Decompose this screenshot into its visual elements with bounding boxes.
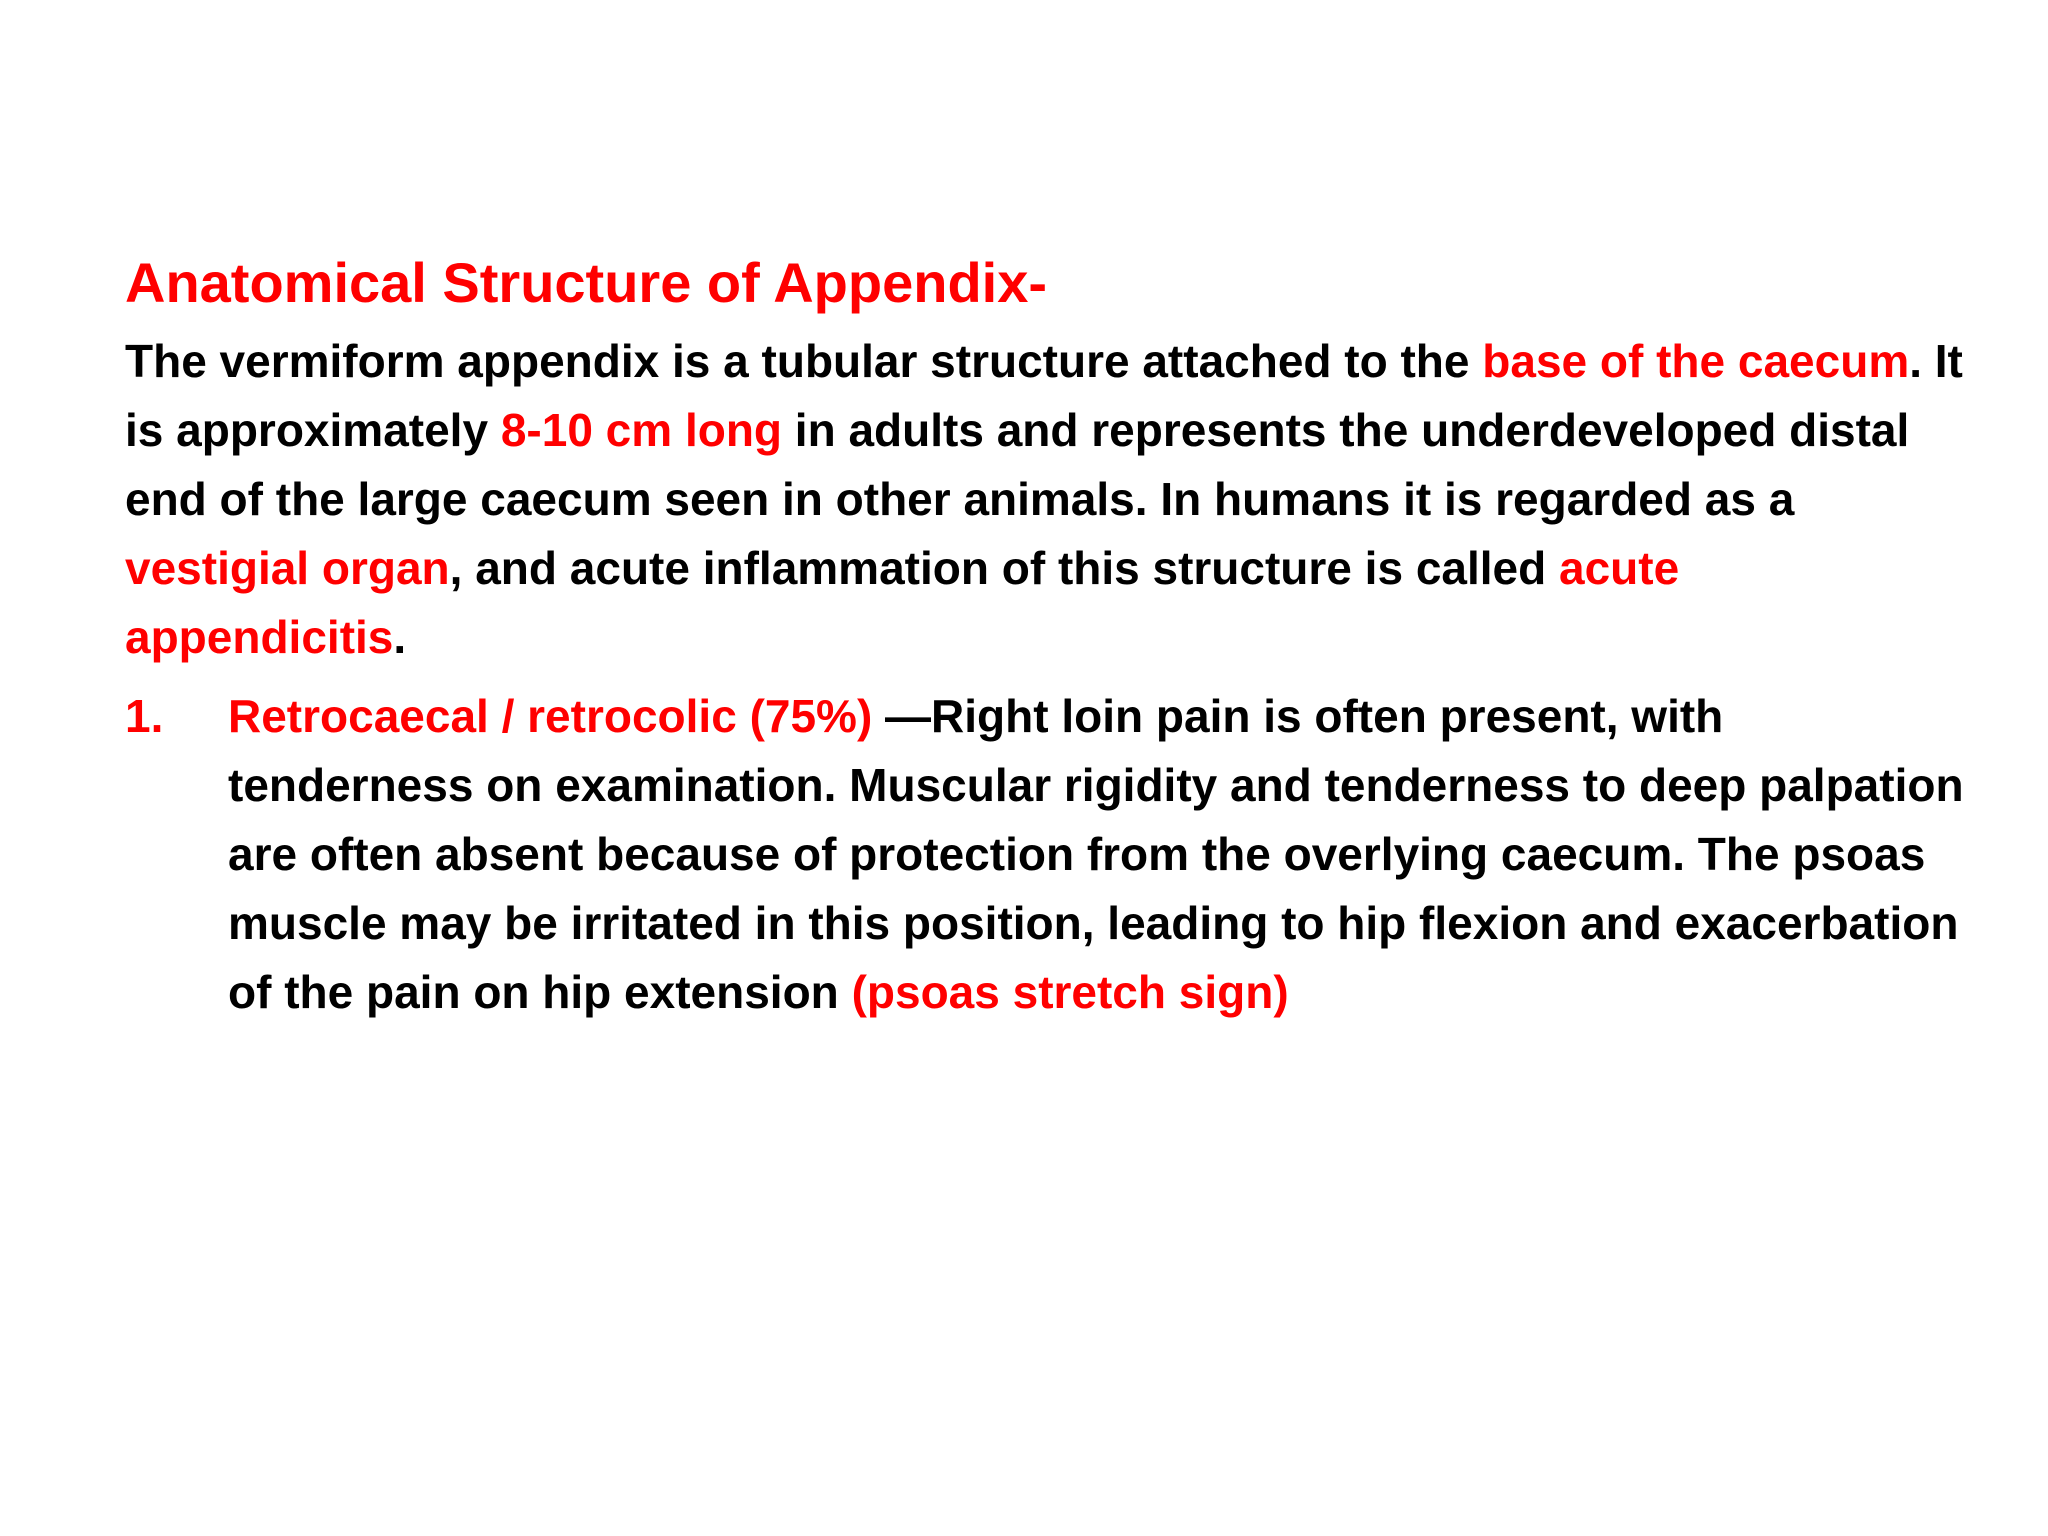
list-item [125,682,1965,1027]
list-item-heading: Retrocaecal / retrocolic (75%) [228,690,873,742]
intro-text-3: in adults and represents the underdeveloped distal end of the large caecum seen in other animals. In humans it is regarded as a [125,404,1910,525]
slide-title: Anatomical Structure of Appendix- [125,251,1048,314]
list-item-text: —Right loin pain is often present, with tenderness on examination. Muscular rigidity and tenderness to deep palpation are often absent because of protection from the overlying caecum. The psoas muscle may be irritated in this position, leading to hip flexion and exacerbation of the pain on hip extension [228,690,1964,1018]
highlight-length: 8-10 cm long [500,404,783,456]
slide-content [125,245,1965,1027]
intro-text-1: The vermiform appendix is a tubular structure attached to the [125,335,1483,387]
intro-text-5: . [393,611,407,663]
intro-paragraph [125,327,1965,672]
highlight-base-of-caecum: base of the caecum [1482,335,1910,387]
list-item-sign: (psoas stretch sign) [851,966,1289,1018]
highlight-acute-appendicitis: acute appendicitis [125,542,1680,663]
list-item-number: 1. [125,690,164,742]
intro-text-2: . It is approximately [125,335,1963,456]
intro-text-4: , and acute inflammation of this structure is called [449,542,1560,594]
highlight-vestigial-organ: vestigial organ [125,542,450,594]
